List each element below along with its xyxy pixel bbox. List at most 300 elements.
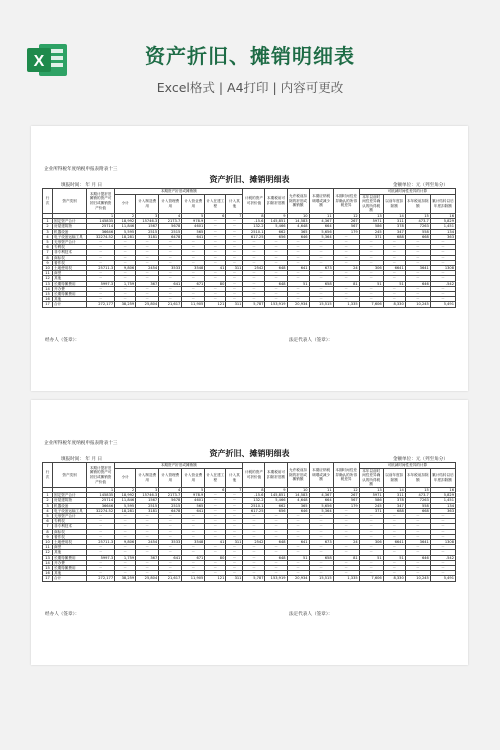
value-cell: － (309, 292, 333, 297)
value-cell: － (87, 292, 115, 297)
value-cell: － (243, 255, 265, 260)
value-cell: － (136, 297, 159, 302)
value-cell: 41 (205, 266, 226, 271)
value-cell: － (383, 260, 405, 265)
value-cell: 2454 (136, 266, 159, 271)
value-cell: － (159, 534, 182, 539)
value-cell: 1567 (136, 224, 159, 229)
value-cell: － (265, 524, 287, 529)
asset-type-cell: 其他 (53, 550, 87, 555)
header-c2: 小计 (115, 468, 136, 487)
asset-type-cell: 长期待摊费用 (53, 281, 87, 286)
value-cell: 179 (333, 229, 359, 234)
value-cell: － (87, 529, 115, 534)
value-cell: 371 (359, 234, 383, 239)
value-cell: 1308 (430, 540, 455, 545)
col-number: 8 (243, 213, 265, 218)
row-number: 7 (43, 250, 53, 255)
value-cell: － (182, 571, 205, 576)
value-cell: － (243, 239, 265, 244)
value-cell: 38,259 (115, 302, 136, 307)
value-cell: 1,759 (115, 281, 136, 286)
value-cell: － (383, 255, 405, 260)
value-cell: － (383, 519, 405, 524)
value-cell: － (159, 297, 182, 302)
value-cell: 2542 (243, 540, 265, 545)
value-cell: － (205, 534, 226, 539)
value-cell: － (333, 250, 359, 255)
value-cell: － (359, 276, 383, 281)
value-cell: － (309, 255, 333, 260)
value-cell: － (287, 260, 309, 265)
value-cell: 25714 (87, 224, 115, 229)
value-cell: － (333, 550, 359, 555)
header-c11: 本期应纳税调增或减少额 (309, 189, 333, 214)
value-cell: － (359, 271, 383, 276)
value-cell: － (159, 545, 182, 550)
value-cell: 15746.3 (136, 493, 159, 498)
value-cell: 21,617 (159, 302, 182, 307)
sheet-title: 资产折旧、摊销明细表 (209, 175, 290, 184)
value-cell: － (287, 255, 309, 260)
col-number: 16 (430, 213, 455, 218)
value-cell: 11,905 (182, 576, 205, 581)
value-cell: 2515 (136, 229, 159, 234)
value-cell: － (243, 245, 265, 250)
value-cell: 11,905 (182, 302, 205, 307)
value-cell: 363 (430, 508, 455, 513)
asset-type-cell: 土地使用权 (53, 540, 87, 545)
value-cell: － (265, 566, 287, 571)
value-cell: － (205, 297, 226, 302)
col-number: 12 (333, 487, 359, 492)
value-cell: 1,335 (333, 576, 359, 581)
value-cell: 3548 (182, 266, 205, 271)
value-cell: － (265, 255, 287, 260)
col-number: 6 (205, 213, 226, 218)
value-cell: － (309, 529, 333, 534)
value-cell: － (309, 534, 333, 539)
value-cell: － (87, 513, 115, 518)
value-cell: － (136, 260, 159, 265)
header-row-no: 行次 (43, 189, 53, 214)
value-cell: － (383, 513, 405, 518)
value-cell: － (205, 239, 226, 244)
value-cell: － (287, 524, 309, 529)
value-cell: － (182, 245, 205, 250)
value-cell: － (243, 286, 265, 291)
value-cell: － (405, 260, 430, 265)
col-number: 14 (383, 213, 405, 218)
value-cell: 5971 (359, 219, 383, 224)
value-cell: － (383, 286, 405, 291)
value-cell: 132.2 (243, 498, 265, 503)
value-cell: － (182, 276, 205, 281)
value-cell: 18,992 (115, 219, 136, 224)
value-cell: － (309, 286, 333, 291)
value-cell: － (115, 534, 136, 539)
value-cell: － (159, 519, 182, 524)
value-cell: － (205, 234, 226, 239)
value-cell: － (430, 255, 455, 260)
value-cell: － (115, 250, 136, 255)
value-cell: 4601 (182, 498, 205, 503)
header-c7: 计入其他 (226, 468, 243, 487)
value-cell: 2454 (136, 540, 159, 545)
value-cell: 15,515 (309, 302, 333, 307)
asset-type-cell: 机器设备 (53, 503, 87, 508)
sheet-title: 资产折旧、摊销明细表 (209, 449, 290, 458)
header-c12: 本期时间性差异确认的所得税差异 (333, 189, 359, 214)
value-cell: － (265, 550, 287, 555)
asset-type-cell: 固定资产合计 (53, 493, 87, 498)
header-c9: 本期税前可扣除折旧额 (265, 463, 287, 488)
value-cell: 311 (383, 219, 405, 224)
value-cell: 18,281 (115, 508, 136, 513)
asset-type-cell: 房屋建筑物 (53, 498, 87, 503)
row-number: 2 (43, 498, 53, 503)
row-number: 4 (43, 508, 53, 513)
value-cell: － (359, 245, 383, 250)
value-cell: － (287, 529, 309, 534)
value-cell: － (159, 239, 182, 244)
value-cell: － (430, 297, 455, 302)
value-cell: － (136, 513, 159, 518)
value-cell: 9,806 (115, 540, 136, 545)
value-cell: 2173.7 (159, 493, 182, 498)
value-cell: － (226, 571, 243, 576)
value-cell: 134 (430, 503, 455, 508)
value-cell: － (87, 255, 115, 260)
value-cell: － (309, 560, 333, 565)
header-c8: 计税的资产可折价值 (243, 189, 265, 214)
value-cell: － (87, 534, 115, 539)
value-cell: 641 (159, 281, 182, 286)
value-cell: 2542 (243, 266, 265, 271)
value-cell: － (226, 260, 243, 265)
value-cell: － (159, 286, 182, 291)
value-cell: － (115, 566, 136, 571)
row-number: 11 (43, 271, 53, 276)
value-cell: － (115, 297, 136, 302)
value-cell: － (265, 297, 287, 302)
value-cell: － (87, 297, 115, 302)
value-cell: 365 (287, 229, 309, 234)
value-cell: -542 (430, 555, 455, 560)
value-cell: － (430, 534, 455, 539)
value-cell: － (383, 297, 405, 302)
header-asset-type: 资产类别 (53, 189, 87, 214)
value-cell: － (243, 571, 265, 576)
amount-unit: 金额单位：元（列至角分） (392, 183, 448, 188)
value-cell: 671 (182, 281, 205, 286)
value-cell: 378 (383, 224, 405, 229)
value-cell: － (287, 271, 309, 276)
value-cell: － (115, 239, 136, 244)
value-cell: － (265, 286, 287, 291)
value-cell: 20,934 (287, 576, 309, 581)
value-cell: 10,245 (405, 302, 430, 307)
value-cell: 245 (359, 229, 383, 234)
row-number: 10 (43, 266, 53, 271)
value-cell: 24 (333, 540, 359, 545)
value-cell: － (159, 529, 182, 534)
value-cell: 6641 (383, 540, 405, 545)
value-cell: － (359, 571, 383, 576)
value-cell: － (226, 271, 243, 276)
value-cell: － (182, 239, 205, 244)
value-cell: － (287, 534, 309, 539)
value-cell: 4601 (182, 224, 205, 229)
value-cell: 10,245 (405, 576, 430, 581)
value-cell: － (205, 224, 226, 229)
value-cell: 5678 (159, 224, 182, 229)
row-number: 5 (43, 513, 53, 518)
header-group-tax: 可抵减时间性差异的计算 (359, 189, 455, 195)
value-cell: － (309, 550, 333, 555)
value-cell: 1,451 (430, 224, 455, 229)
value-cell: － (430, 292, 455, 297)
value-cell: 51 (287, 281, 309, 286)
asset-type-cell: 著作权 (53, 534, 87, 539)
col-number: 11 (309, 487, 333, 492)
row-number: 13 (43, 555, 53, 560)
value-cell: － (405, 245, 430, 250)
asset-type-cell: 商誉 (53, 271, 87, 276)
value-cell: － (226, 224, 243, 229)
fill-date: 填报时间： 年 月 日 (61, 457, 103, 462)
col-number: 6 (205, 487, 226, 492)
value-cell: 5971 (359, 493, 383, 498)
value-cell: － (383, 276, 405, 281)
value-cell: － (182, 292, 205, 297)
value-cell: 311 (226, 540, 243, 545)
value-cell: 25714 (87, 498, 115, 503)
value-cell: 267 (333, 493, 359, 498)
value-cell: － (265, 271, 287, 276)
value-cell: － (405, 524, 430, 529)
value-cell: － (136, 245, 159, 250)
value-cell: － (226, 534, 243, 539)
value-cell: － (287, 250, 309, 255)
value-cell: － (226, 292, 243, 297)
value-cell: － (359, 519, 383, 524)
col-number: 11 (309, 213, 333, 218)
value-cell: － (243, 550, 265, 555)
value-cell: － (205, 508, 226, 513)
value-cell: － (136, 276, 159, 281)
value-cell: － (243, 566, 265, 571)
value-cell: － (136, 286, 159, 291)
value-cell: － (182, 566, 205, 571)
row-number: 1 (43, 493, 53, 498)
value-cell: 36646 (87, 503, 115, 508)
value-cell: － (243, 260, 265, 265)
row-number: 6 (43, 519, 53, 524)
value-cell: － (430, 271, 455, 276)
value-cell: － (405, 271, 430, 276)
col-number: 1 (87, 213, 115, 218)
value-cell: － (226, 286, 243, 291)
value-cell: － (333, 571, 359, 576)
value-cell: － (182, 250, 205, 255)
value-cell: 641 (287, 266, 309, 271)
header-c10: 允许税前扣除的折旧或摊销额 (287, 189, 309, 214)
value-cell: 671 (182, 555, 205, 560)
value-cell: 673 (309, 540, 333, 545)
value-cell: 586 (359, 498, 383, 503)
value-cell: － (309, 276, 333, 281)
col-number: 10 (287, 487, 309, 492)
value-cell: － (226, 219, 243, 224)
value-cell: -542 (430, 281, 455, 286)
col-number: 8 (243, 487, 265, 492)
row-number: 17 (43, 576, 53, 581)
value-cell: 1,759 (115, 555, 136, 560)
value-cell: － (243, 250, 265, 255)
asset-type-cell: 长期待摊费用 (53, 292, 87, 297)
value-cell: 688 (383, 234, 405, 239)
value-cell: － (287, 286, 309, 291)
value-cell: 306 (359, 540, 383, 545)
value-cell: 8,330 (383, 302, 405, 307)
value-cell: 473.7 (405, 493, 430, 498)
header-c2: 小计 (115, 194, 136, 213)
asset-type-cell: 其他 (53, 571, 87, 576)
value-cell: － (430, 250, 455, 255)
value-cell: － (405, 529, 430, 534)
value-cell: 371 (359, 508, 383, 513)
asset-type-cell: 其他 (53, 297, 87, 302)
value-cell: 5,491 (430, 576, 455, 581)
value-cell: － (383, 292, 405, 297)
value-cell: 558 (405, 503, 430, 508)
value-cell: － (182, 297, 205, 302)
value-cell: 4,367 (309, 493, 333, 498)
value-cell: － (333, 297, 359, 302)
value-cell: － (405, 286, 430, 291)
value-cell: － (159, 260, 182, 265)
asset-type-cell: 开办费 (53, 560, 87, 565)
row-number: 12 (43, 276, 53, 281)
value-cell: 1,451 (430, 498, 455, 503)
value-cell: 688 (383, 508, 405, 513)
value-cell: 2510.1 (243, 229, 265, 234)
value-cell: 641 (287, 540, 309, 545)
value-cell: － (226, 529, 243, 534)
header-c8: 计税的资产可折价值 (243, 463, 265, 488)
value-cell: － (87, 276, 115, 281)
value-cell: 311 (226, 576, 243, 581)
value-cell: 641 (182, 234, 205, 239)
value-cell: － (87, 239, 115, 244)
header-c6: 计入在建工程 (205, 194, 226, 213)
col-number: 13 (359, 213, 383, 218)
value-cell: － (226, 498, 243, 503)
value-cell: － (405, 276, 430, 281)
value-cell: － (405, 571, 430, 576)
value-cell: 51 (383, 281, 405, 286)
value-cell: 32274.52 (87, 234, 115, 239)
handler-signature: 经办人（签章）： (45, 612, 80, 617)
value-cell: － (359, 545, 383, 550)
col-number: 3 (136, 213, 159, 218)
row-number: 5 (43, 239, 53, 244)
value-cell: － (383, 239, 405, 244)
value-cell: 5,595 (115, 229, 136, 234)
value-cell: － (159, 250, 182, 255)
value-cell: 6641 (383, 266, 405, 271)
value-cell: 2515 (159, 503, 182, 508)
value-cell: 4,648 (287, 224, 309, 229)
value-cell: － (182, 534, 205, 539)
value-cell: － (115, 245, 136, 250)
header-c15: 本年税前扣除额 (405, 468, 430, 487)
value-cell: － (115, 529, 136, 534)
row-number: 3 (43, 503, 53, 508)
legal-rep-signature: 法定代表人（签章）： (289, 612, 333, 617)
value-cell: － (136, 239, 159, 244)
value-cell: 658 (309, 555, 333, 560)
value-cell: － (333, 529, 359, 534)
value-cell: 153,919 (265, 576, 287, 581)
value-cell: － (87, 250, 115, 255)
value-cell: － (243, 297, 265, 302)
value-cell: 363 (430, 234, 455, 239)
value-cell: 3533 (159, 266, 182, 271)
value-cell: 648 (265, 266, 287, 271)
value-cell: 5,364 (309, 508, 333, 513)
value-cell: 5,787 (243, 302, 265, 307)
value-cell: － (359, 286, 383, 291)
value-cell: － (182, 529, 205, 534)
value-cell: － (243, 513, 265, 518)
value-cell: － (159, 276, 182, 281)
value-cell: － (287, 292, 309, 297)
value-cell: － (359, 534, 383, 539)
value-cell: 145,851 (265, 493, 287, 498)
value-cell: -15.6 (243, 493, 265, 498)
value-cell: 7263 (405, 498, 430, 503)
depreciation-table (42, 188, 456, 308)
value-cell: 311 (226, 302, 243, 307)
value-cell: － (359, 529, 383, 534)
value-cell: － (182, 519, 205, 524)
value-cell: － (309, 245, 333, 250)
value-cell: － (333, 276, 359, 281)
value-cell: － (430, 571, 455, 576)
value-cell: 656 (265, 234, 287, 239)
value-cell: 41 (205, 540, 226, 545)
value-cell: － (243, 524, 265, 529)
col-number: 13 (359, 487, 383, 492)
value-cell: 3641 (405, 266, 430, 271)
value-cell: － (115, 513, 136, 518)
value-cell: － (359, 239, 383, 244)
value-cell: － (243, 545, 265, 550)
value-cell: － (333, 508, 359, 513)
row-number: 8 (43, 529, 53, 534)
value-cell: 25711.3 (87, 540, 115, 545)
value-cell: 673 (309, 266, 333, 271)
value-cell: － (383, 545, 405, 550)
value-cell: － (383, 566, 405, 571)
value-cell: － (205, 493, 226, 498)
asset-type-cell: 电子设备运输工具 (53, 234, 87, 239)
value-cell: 25711.3 (87, 266, 115, 271)
value-cell: － (226, 550, 243, 555)
col-number: 3 (136, 487, 159, 492)
